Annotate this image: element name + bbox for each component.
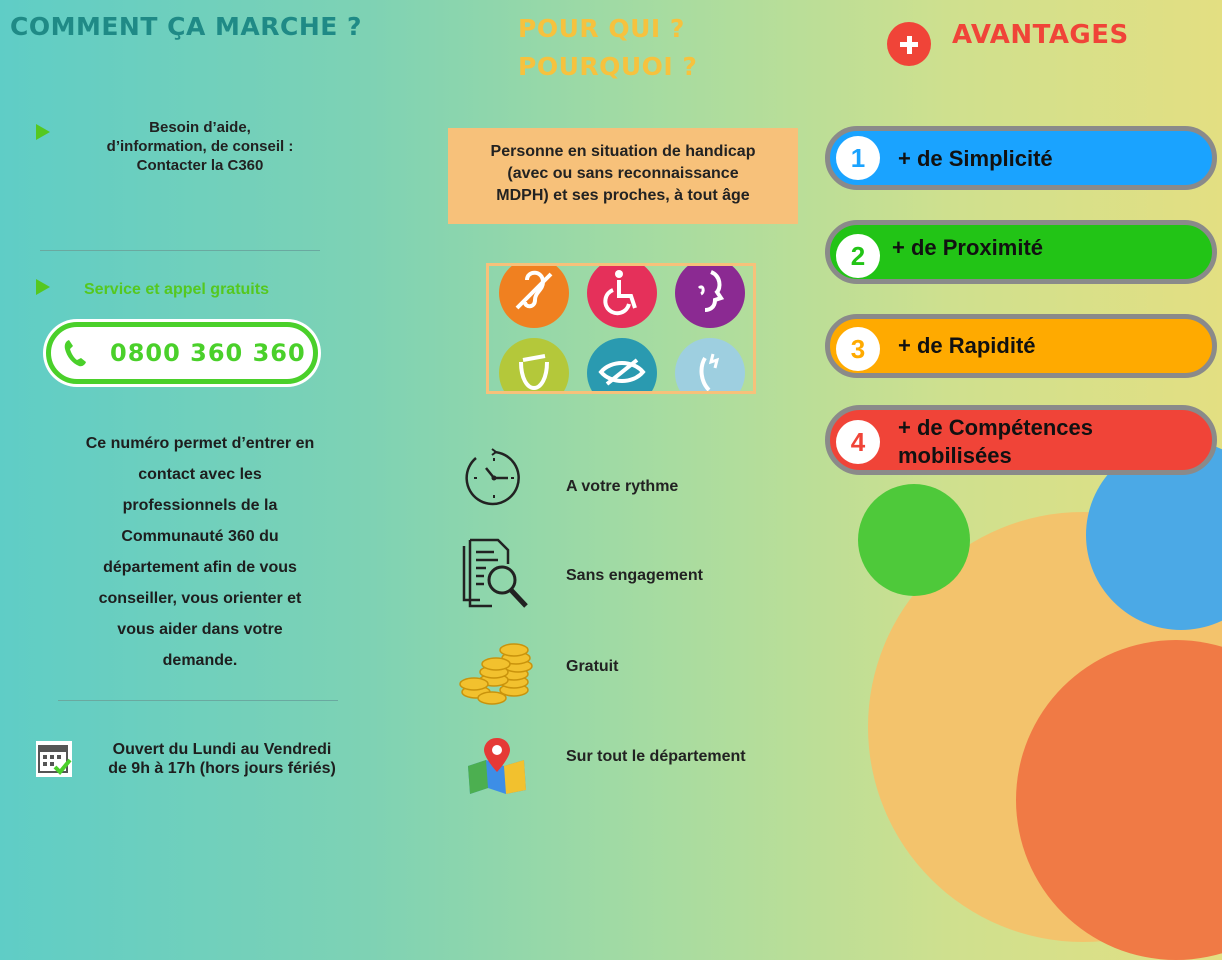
opening-hours: Ouvert du Lundi au Vendredi de 9h à 17h (hors jours fériés) [108, 741, 336, 777]
advantage-label: + de Simplicité [898, 146, 1053, 171]
phone-description: Ce numéro permet d’entrer en contact avec les professionnels de la Communauté 360 du département afin de vous conseiller, vous orienter et vous aider dans votre demande. [85, 435, 315, 669]
col3-title: AVANTAGES [952, 20, 1129, 50]
advantage-skills [825, 405, 1217, 475]
advantage-number: 3 [836, 327, 880, 371]
advantage-number: 4 [836, 420, 880, 464]
audience-text: Personne en situation de handicap (avec ou sans reconnaissance MDPH) et ses proches, à tout âge [490, 143, 756, 204]
feature-label: A votre rythme [566, 478, 679, 495]
bullet-arrow-icon [36, 124, 50, 140]
feature-label: Gratuit [566, 658, 619, 675]
divider [58, 700, 338, 701]
calendar-check-icon [35, 740, 73, 778]
advantage-speed [825, 314, 1217, 378]
advantage-simplicity [825, 126, 1217, 190]
help-text: Besoin d’aide, d’information, de conseil : Contacter la C360 [106, 119, 294, 174]
advantage-label: + de Rapidité [898, 333, 1036, 358]
clock-icon [462, 446, 526, 510]
map-pin-icon [464, 736, 530, 794]
cognitive-disability-icon [499, 338, 569, 394]
advantage-label: + de Compétences mobilisées [898, 415, 1094, 468]
plus-circle-icon [887, 22, 931, 66]
coins-icon [458, 640, 540, 706]
chronic-illness-icon [675, 338, 745, 394]
phone-icon [62, 338, 88, 368]
advantage-label: + de Proximité [892, 235, 1044, 260]
divider [40, 250, 320, 251]
visual-disability-icon [587, 338, 657, 394]
phone-number[interactable]: 0800 360 360 [110, 339, 306, 367]
document-search-icon [458, 536, 536, 610]
advantage-proximity [825, 220, 1217, 284]
disability-icons-grid [486, 263, 756, 394]
feature-label: Sur tout le département [566, 748, 746, 765]
col2-title: POUR QUI ? POURQUOI ? [518, 14, 698, 81]
mental-disability-icon [675, 263, 745, 328]
advantage-number: 1 [836, 136, 880, 180]
bullet-arrow-icon [36, 279, 50, 295]
col1-title: COMMENT ÇA MARCHE ? [10, 12, 363, 41]
feature-label: Sans engagement [566, 567, 703, 584]
hearing-disability-icon [499, 263, 569, 328]
free-service-label: Service et appel gratuits [84, 281, 269, 298]
advantage-number: 2 [836, 234, 880, 278]
wheelchair-icon [587, 263, 657, 328]
decor-circle-green [858, 484, 970, 596]
